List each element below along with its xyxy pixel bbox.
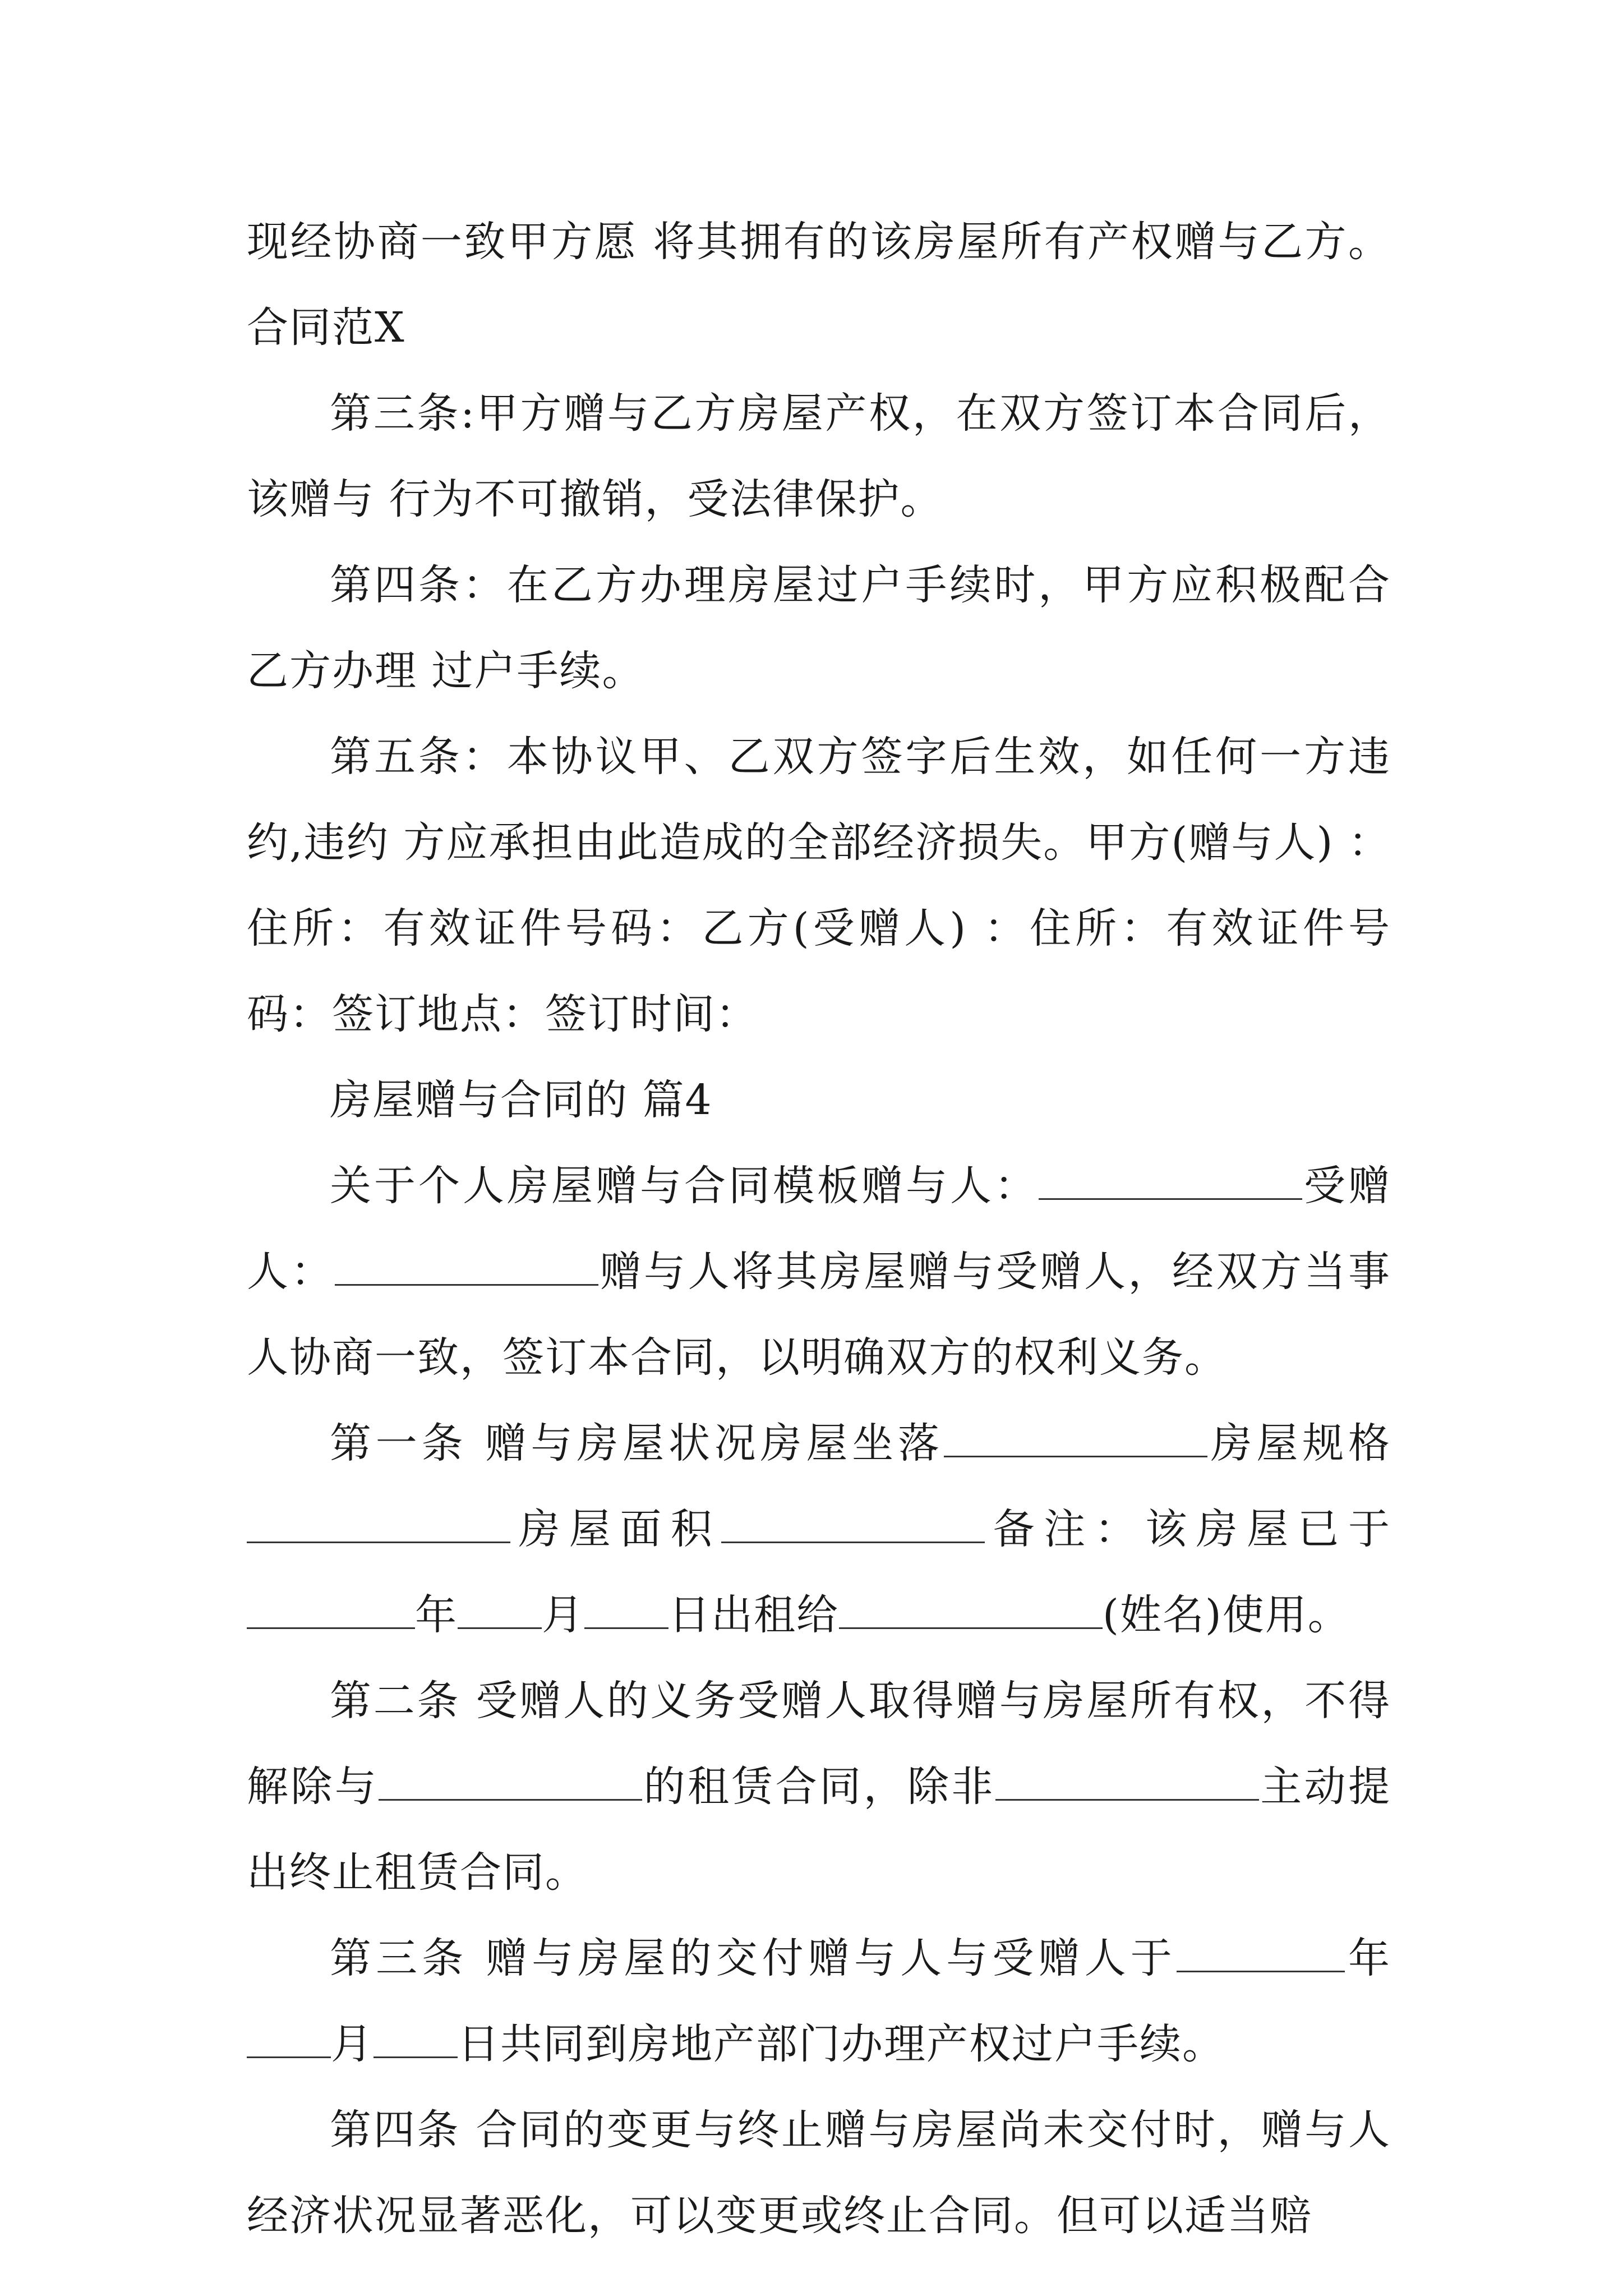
lease-year-blank	[247, 1593, 415, 1629]
article-2-text-b: 的租赁合同，除非	[642, 1763, 995, 1811]
paragraph-parties	[247, 1143, 1391, 1401]
article-2-text-c: 主动提出终止租赁合同。	[247, 1763, 1391, 1897]
donee-blank	[335, 1249, 598, 1286]
article-1-spec-label: 房屋规格	[1207, 1419, 1391, 1467]
paragraph-article-1-property	[247, 1401, 1391, 1658]
paragraph-article-3-irrevocable: 第三条:甲方赠与乙方房屋产权，在双方签订本合同后，该赠与 行为不可撤销，受法律保护。	[247, 389, 1391, 523]
spec-blank	[247, 1507, 510, 1543]
article-3-text-d: 日共同到房地产部门办理产权过户手续。	[458, 2020, 1225, 2068]
parties-text-agreement: 赠与人将其房屋赠与受赠人，经双方当事人协商一致，签订本合同，以明确双方的权利义务。	[247, 1248, 1391, 1382]
delivery-day-blank	[374, 2022, 458, 2058]
article-3-text-a: 第三条 赠与房屋的交付赠与人与受赠人于	[330, 1934, 1177, 1982]
parties-text-donee: 受赠人：	[247, 1162, 1391, 1296]
paragraph-article-4-cooperation: 第四条：在乙方办理房屋过户手续时，甲方应积极配合乙方办理 过户手续。	[247, 561, 1391, 695]
donor-blank	[1039, 1163, 1302, 1200]
location-blank	[944, 1421, 1207, 1457]
article-1-year-label: 年	[415, 1591, 458, 1639]
delivery-year-blank	[1177, 1936, 1345, 1972]
article-1-note-label: 备注：该房屋已于	[985, 1505, 1391, 1553]
delivery-month-blank	[247, 2022, 331, 2058]
article-1-location-label: 第一条 赠与房屋状况房屋坐落	[330, 1419, 944, 1467]
paragraph-article-5-effect: 第五条：本协议甲、乙双方签字后生效，如任何一方违约,违约 方应承担由此造成的全部经济损失。甲方(赠与人) ：住所：有效证件号码：乙方(受赠人) ：住所：有效证件号码：签订地点：签订时间：	[247, 733, 1391, 1038]
article-1-usage-label: (姓名)使用。	[1103, 1591, 1350, 1639]
article-1-area-label: 房屋面积	[510, 1505, 722, 1553]
lease-party-blank	[379, 1764, 642, 1801]
article-2-text-a: 第二条 受赠人的义务受赠人取得赠与房屋所有权，不得解除与	[247, 1677, 1391, 1811]
article-3-year-label: 年	[1344, 1934, 1391, 1982]
parties-text-donor: 关于个人房屋赠与合同模板赠与人：	[330, 1162, 1039, 1210]
area-blank	[721, 1507, 985, 1543]
article-3-month-label: 月	[331, 2020, 374, 2068]
paragraph-transfer-intent: 现经协商一致甲方愿 将其拥有的该房屋所有产权赠与乙方。合同范X	[247, 218, 1391, 352]
lease-month-blank	[458, 1593, 542, 1629]
article-1-lease-label: 日出租给	[668, 1591, 839, 1639]
document-body	[247, 199, 1391, 2259]
tenant-name-blank	[839, 1593, 1103, 1629]
section-heading-part-4: 房屋赠与合同的 篇4	[330, 1076, 713, 1124]
paragraph-article-3-delivery	[247, 1916, 1391, 2087]
paragraph-article-2-obligations	[247, 1658, 1391, 1916]
lease-day-blank	[584, 1593, 668, 1629]
paragraph-article-4-modification: 第四条 合同的变更与终止赠与房屋尚未交付时，赠与人经济状况显著恶化，可以变更或终止合同。但可以适当赔	[247, 2106, 1391, 2240]
terminating-party-blank	[995, 1764, 1259, 1801]
article-1-month-label: 月	[542, 1591, 584, 1639]
